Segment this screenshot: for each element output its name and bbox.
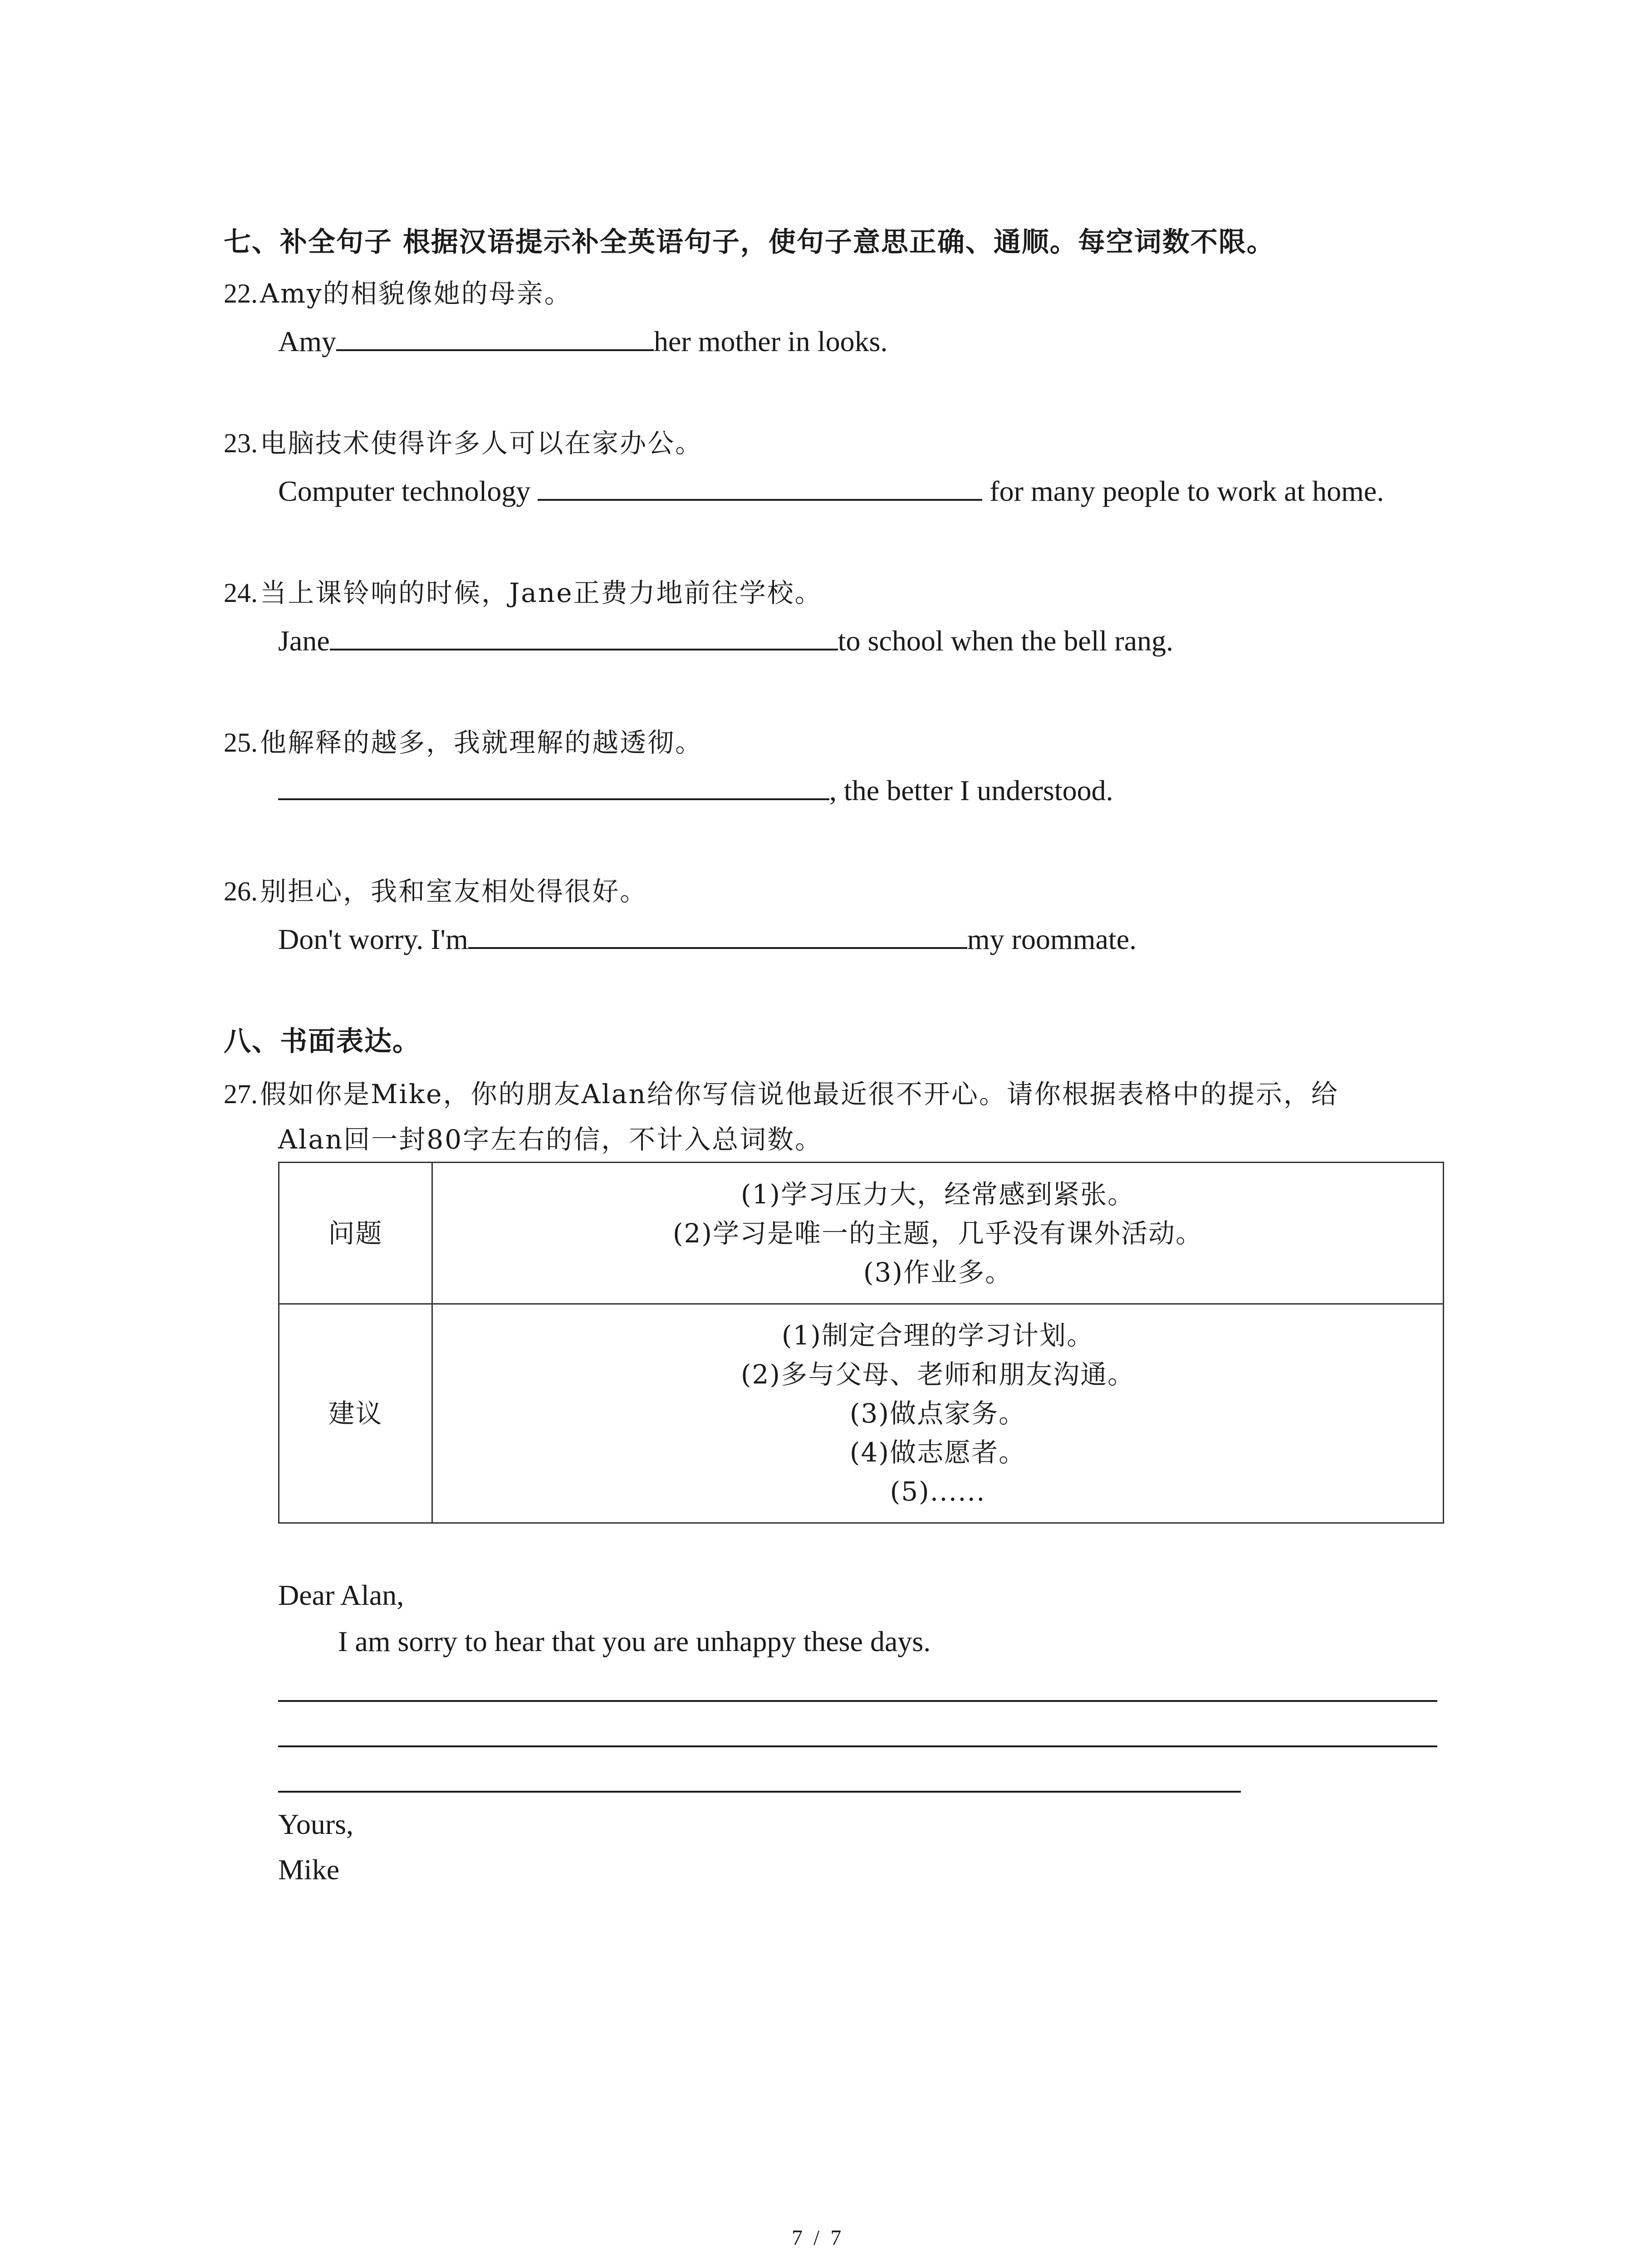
question-number: 22. (224, 279, 258, 308)
section-8-heading: 八、书面表达。 (224, 1026, 421, 1057)
answer-blank-22[interactable] (336, 323, 654, 351)
problem-item: (3)作业多。 (863, 1256, 1013, 1288)
advice-item: (2)多与父母、老师和朋友沟通。 (740, 1359, 1135, 1390)
chinese-hint: 别担心，我和室友相处得很好。 (260, 876, 648, 907)
chinese-hint: Amy的相貌像她的母亲。 (260, 278, 572, 309)
answer-blank-23[interactable] (538, 473, 982, 501)
question-23-sentence (278, 473, 1384, 508)
question-number: 23. (224, 428, 258, 458)
problems-label: 问题 (279, 1163, 432, 1304)
hint-table (278, 1162, 1444, 1524)
sentence-after: , the better I understood. (829, 774, 1113, 807)
problem-item: (1)学习压力大，经常感到紧张。 (740, 1178, 1135, 1210)
question-25-sentence (278, 772, 1113, 807)
letter-closing: Yours, (278, 1808, 354, 1840)
chinese-hint: 当上课铃响的时候，Jane正费力地前往学校。 (260, 577, 823, 608)
chinese-hint: 电脑技术使得许多人可以在家办公。 (260, 428, 703, 459)
question-number: 24. (224, 578, 258, 608)
question-22-prompt (224, 272, 572, 310)
problems-cell (432, 1163, 1444, 1304)
advice-cell (432, 1304, 1444, 1523)
advice-item: (4)做志愿者。 (849, 1437, 1026, 1468)
letter-opening: I am sorry to hear that you are unhappy these days. (338, 1625, 931, 1657)
sentence-before: Amy (278, 325, 336, 357)
question-24-sentence (278, 622, 1173, 658)
question-23-prompt (224, 422, 703, 460)
question-22-sentence (278, 323, 887, 358)
question-number: 27. (224, 1079, 258, 1109)
question-26-prompt (224, 870, 647, 908)
question-27-prompt-line2: Alan回一封80字左右的信，不计入总词数。 (278, 1124, 823, 1155)
chinese-hint: 他解释的越多，我就理解的越透彻。 (260, 727, 703, 758)
question-number: 26. (224, 876, 258, 906)
question-24-prompt (224, 572, 823, 610)
advice-item: (1)制定合理的学习计划。 (781, 1320, 1094, 1351)
table-row-problems (279, 1163, 1444, 1304)
page-number: 7 / 7 (792, 2226, 844, 2250)
question-26-sentence (278, 921, 1136, 956)
sentence-after: to school when the bell rang. (838, 625, 1174, 657)
sentence-before: Don't worry. I'm (278, 923, 468, 955)
answer-blank-26[interactable] (468, 921, 967, 949)
sentence-after: her mother in looks. (654, 325, 888, 357)
advice-label: 建议 (279, 1304, 432, 1523)
question-25-prompt (224, 721, 703, 759)
sentence-after: my roommate. (967, 923, 1137, 955)
answer-blank-24[interactable] (330, 622, 838, 650)
writing-line-2[interactable] (278, 1745, 1437, 1747)
writing-line-3[interactable] (278, 1791, 1241, 1793)
question-27-text: 假如你是Mike，你的朋友Alan给你写信说他最近很不开心。请你根据表格中的提示，给 (260, 1079, 1339, 1110)
table-row-advice (279, 1304, 1444, 1523)
advice-item: (3)做点家务。 (849, 1398, 1026, 1429)
section-7-heading: 七、补全句子 根据汉语提示补全英语句子，使句子意思正确、通顺。每空词数不限。 (224, 226, 1275, 258)
letter-greeting: Dear Alan, (278, 1579, 404, 1611)
sentence-before: Jane (278, 625, 330, 657)
letter-signature: Mike (278, 1853, 340, 1886)
answer-blank-25[interactable] (278, 772, 829, 800)
sentence-after: for many people to work at home. (982, 475, 1384, 507)
question-27-prompt-line1 (224, 1073, 1339, 1111)
writing-line-1[interactable] (278, 1700, 1437, 1702)
advice-item: (5)...... (890, 1476, 986, 1507)
sentence-before: Computer technology (278, 475, 538, 507)
question-number: 25. (224, 728, 258, 758)
problem-item: (2)学习是唯一的主题，几乎没有课外活动。 (672, 1217, 1203, 1249)
